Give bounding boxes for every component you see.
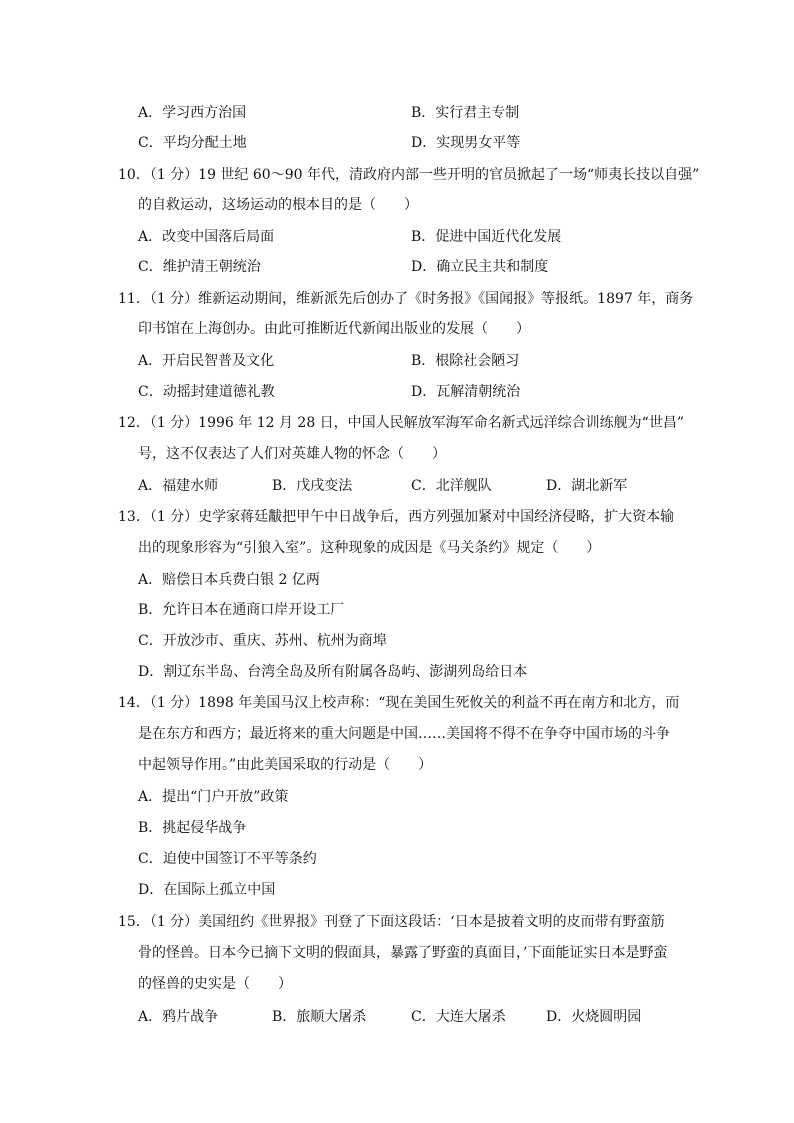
q12-option-c: C．北洋舰队 [411, 478, 492, 494]
q9-option-b: B．实行君主专制 [411, 105, 520, 121]
q15-option-c: C．大连大屠杀 [411, 1009, 506, 1025]
q13-option-d: D．割辽东半岛、台湾全岛及所有附属各岛屿、澎湖列岛给日本 [138, 664, 528, 680]
q13-stem-line-2: 出的现象形容为“引狼入室”。这种现象的成因是《马关条约》规定（ ） [138, 540, 601, 556]
q10-option-b: B．促进中国近代化发展 [411, 229, 562, 245]
q9-option-a: A．学习西方治国 [138, 105, 247, 121]
q14-stem-line-2: 是在东方和西方；最近将来的重大问题是中国……美国将不得不在争夺中国市场的斗争 [138, 726, 670, 742]
q12-stem-line-1: 12．（1 分）1996 年 12 月 28 日，中国人民解放军海军命名新式远洋综合训练舰为“世昌” [118, 415, 684, 431]
q10-option-d: D．确立民主共和制度 [411, 259, 549, 275]
q11-option-a: A．开启民智普及文化 [138, 353, 275, 369]
q11-stem-line-1: 11．（1 分）维新运动期间，维新派先后创办了《时务报》《国闻报》等报纸。1897 年，商务 [118, 291, 694, 307]
q14-stem-line-1: 14．（1 分）1898 年美国马汉上校声称：“现在美国生死攸关的利益不再在南方和北方，而 [118, 695, 680, 711]
q14-stem-line-3: 中起领导作用。”由此美国采取的行动是（ ） [138, 757, 433, 773]
q13-stem-line-1: 13．（1 分）史学家蒋廷黻把甲午中日战争后，西方列强加紧对中国经济侵略，扩大资本输 [118, 509, 675, 525]
q11-option-b: B．根除社会陋习 [411, 353, 520, 369]
q12-option-b: B．戊戌变法 [272, 478, 353, 494]
q14-option-d: D．在国际上孤立中国 [138, 882, 276, 898]
q14-option-c: C．迫使中国签订不平等条约 [138, 851, 317, 867]
q12-option-a: A．福建水师 [138, 478, 219, 494]
q15-stem-line-2: 骨的怪兽。日本今已摘下文明的假面具，暴露了野蛮的真面目，’下面能证实日本是野蛮 [138, 945, 668, 961]
q12-stem-line-2: 号，这不仅表达了人们对英雄人物的怀念（ ） [138, 446, 446, 462]
q9-option-c: C．平均分配土地 [138, 135, 247, 151]
q11-option-c: C．动摇封建道德礼教 [138, 384, 275, 400]
q15-option-d: D．火烧圆明园 [546, 1009, 642, 1025]
q15-option-a: A．鸦片战争 [138, 1009, 219, 1025]
q13-option-c: C．开放沙市、重庆、苏州、杭州为商埠 [138, 633, 387, 649]
q13-option-a: A．赔偿日本兵费白银 2 亿两 [138, 572, 320, 588]
q10-stem-line-2: 的自救运动，这场运动的根本目的是（ ） [138, 197, 418, 213]
q14-option-b: B．挑起侵华战争 [138, 820, 247, 836]
q15-option-b: B．旅顺大屠杀 [272, 1009, 367, 1025]
q14-option-a: A．提出“门户开放”政策 [138, 789, 289, 805]
q13-option-b: B．允许日本在通商口岸开设工厂 [138, 602, 345, 618]
q11-stem-line-2: 印书馆在上海创办。由此可推断近代新闻出版业的发展（ ） [138, 321, 530, 337]
q10-option-a: A．改变中国落后局面 [138, 229, 275, 245]
q10-option-c: C．维护清王朝统治 [138, 259, 261, 275]
q15-stem-line-1: 15．（1 分）美国纽约《世界报》刊登了下面这段话：‘日本是披着文明的皮而带有野蛮筋 [118, 914, 665, 930]
q15-stem-line-3: 的怪兽的史实是（ ） [138, 976, 292, 992]
q9-option-d: D．实现男女平等 [411, 135, 521, 151]
q10-stem-line-1: 10．（1 分）19 世纪 60～90 年代，清政府内部一些开明的官员掀起了一场“师夷长技以自强” [118, 167, 700, 183]
q11-option-d: D．瓦解清朝统治 [411, 384, 521, 400]
q12-option-d: D．湖北新军 [546, 478, 628, 494]
